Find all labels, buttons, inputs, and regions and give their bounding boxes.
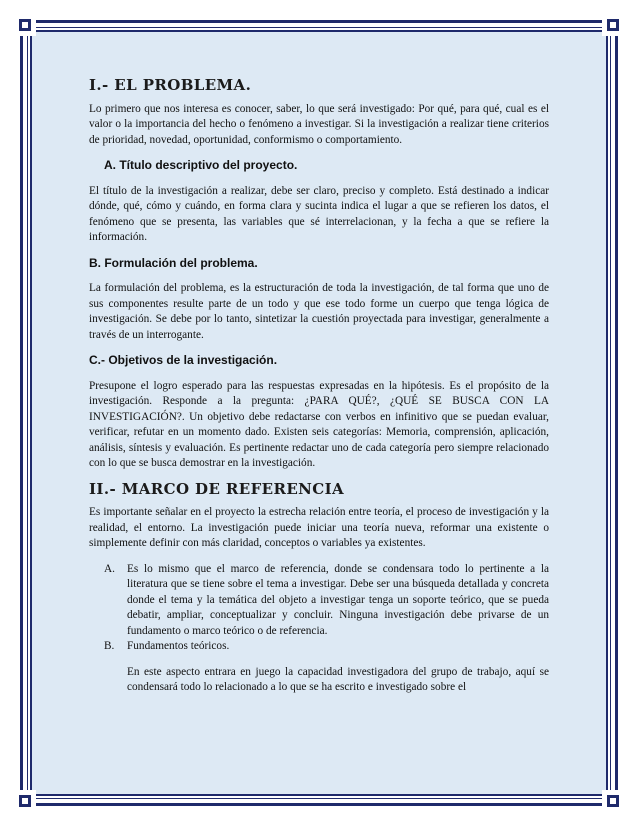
subheading-titulo: A. Título descriptivo del proyecto. [104,158,298,172]
list-item-text: Es lo mismo que el marco de referencia, donde se condensara todo lo pertinente a la literatura que se tiene sobre el tema a investigar. Debe ser una búsqueda detallada y concreta donde el tema y la temática del objeto a investigar tenga un soporte teórico, que se pueda debatir, ampliar, conceptualizar y concluir. Ninguna investigación debe privarse de un fundamento o marco teórico o de referencia. [127,562,549,637]
paragraph-formulacion: La formulación del problema, es la estructuración de toda la investigación, de tal forma que uno de sus componentes resulte parte de un todo y que ese todo forme un cuerpo que tenga lógica de investigación. Se debe por lo tanto, sintetizar la cuestión proyectada para investigar, generalmente a través de un interrogante. [89,282,549,341]
document-body [89,78,549,696]
list-item [104,639,549,655]
paragraph-titulo: El título de la investigación a realizar, debe ser claro, preciso y completo. Está destinado a indicar dónde, qué, cómo y cuándo, en forma clara y sucinta indica el lugar a que se refieren los datos, el fenómeno que se presenta, las variables que sé interrelacionan, y la fecha a que se refiere la información. [89,184,549,243]
paragraph-objetivos: Presupone el logro esperado para las respuestas expresadas en la hipótesis. Es el propósito de la investigación. Responde a la pregunta: ¿PARA QUÉ?, ¿QUÉ SE BUSCA CON LA INVESTIGACIÓN?. Un objetivo debe redactarse con verbos en infinitivo que se puedan evaluar, verificar, refutar en un momento dado. Existen seis categorías: Memoria, comprensión, aplicación, análisis, síntesis y evaluación. Es pertinente redactar uno de cada categoría pero siempre relacionado con lo que se busca demostrar en la investigación. [89,379,549,469]
list-marker: B. [104,640,115,652]
list-item-text: Fundamentos teóricos. [127,640,230,652]
corner-ornament [14,790,36,812]
paragraph-intro-problema: Lo primero que nos interesa es conocer, saber, lo que será investigado: Por qué, para qué, cual es el valor o la importancia del hecho o fenómeno a investigar. Si la investigación a realizar tiene criterios de prioridad, novedad, oportunidad, conformismo o comportamiento. [89,102,549,146]
section-heading-problema: I.- EL PROBLEMA. [89,76,252,94]
section-heading-marco: II.- MARCO DE REFERENCIA [89,479,345,498]
corner-ornament [14,14,36,36]
list-marker: A. [104,562,115,575]
corner-ornament [602,14,624,36]
corner-ornament [602,790,624,812]
subheading-objetivos: C.- Objetivos de la investigación. [89,353,278,367]
list-item [104,562,549,640]
subheading-formulacion: B. Formulación del problema. [89,255,258,270]
marco-list [104,562,549,655]
paragraph-intro-marco: Es importante señalar en el proyecto la estrecha relación entre teoría, el proceso de investigación y la realidad, el entorno. La investigación puede iniciar una teoría nueva, reformar una existente o simplemente definir con más claridad, conceptos o variables ya existentes. [89,506,549,549]
paragraph-fundamentos: En este aspecto entrara en juego la capacidad investigadora del grupo de trabajo, aquí se condensará todo lo relacionado a lo que se ha escrito e investigado sobre el [127,665,549,693]
